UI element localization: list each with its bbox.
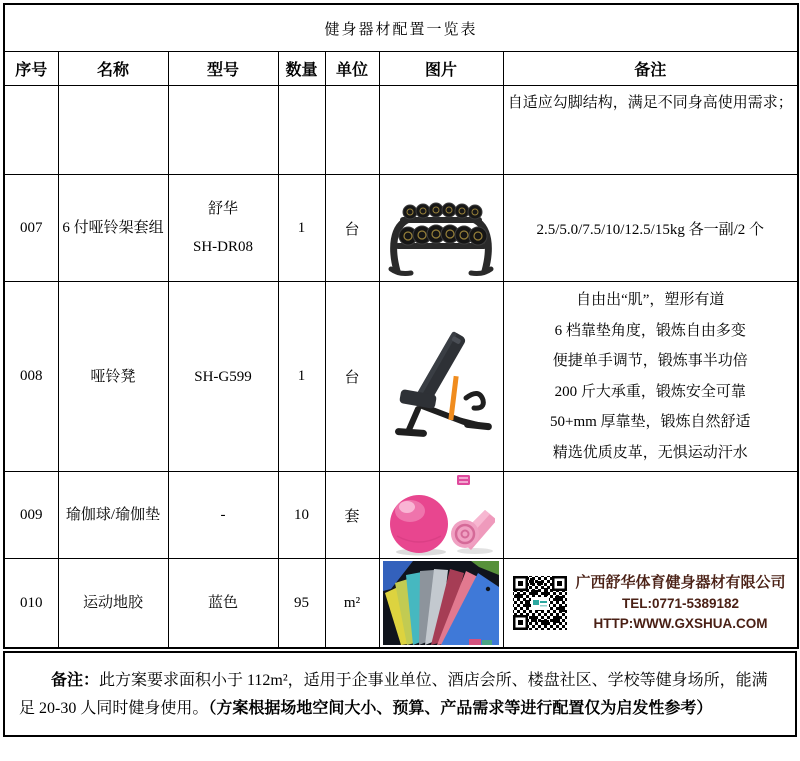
remark-line: 便捷单手调节，锻炼事半功倍 (552, 353, 748, 369)
cell-no: 010 (4, 559, 58, 649)
cell-image (379, 282, 503, 472)
cell-no: 007 (4, 175, 58, 282)
footer-note-label: 备注： (51, 672, 100, 689)
cell-remark (503, 86, 798, 175)
remark-line: 自适应勾脚结构，满足不同身高使用需求； (507, 95, 793, 111)
cell-image-empty (379, 86, 503, 175)
cell-name: 瑜伽球/瑜伽垫 (58, 472, 168, 559)
cell-image (379, 175, 503, 282)
header-row (4, 52, 798, 86)
cell-name: 6 付哑铃架套组 (58, 175, 168, 282)
col-header-image: 图片 (379, 52, 503, 86)
qr-code (511, 574, 569, 632)
cell-no (4, 86, 58, 175)
col-header-name: 名称 (58, 52, 168, 86)
remark-line: 精选优质皮革，无惧运动汗水 (552, 444, 748, 461)
cell-image (379, 472, 503, 559)
cell-name: 运动地胶 (58, 559, 168, 649)
cell-unit: 套 (325, 472, 379, 559)
sports-flooring-image (383, 561, 499, 645)
col-header-no: 序号 (4, 52, 58, 86)
cell-name (58, 86, 168, 175)
cell-qty (278, 86, 325, 175)
cell-unit: 台 (325, 175, 379, 282)
cell-qty: 1 (278, 175, 325, 282)
cell-remark (503, 282, 798, 472)
cell-no: 009 (4, 472, 58, 559)
cell-remark: 2.5/5.0/7.5/10/12.5/15kg 各一副/2 个 (503, 175, 798, 282)
table-row-008 (4, 282, 798, 472)
table-row-partial (4, 86, 798, 175)
company-phone: TEL:0771-5389182 (621, 596, 740, 611)
cell-model: 蓝色 (168, 559, 278, 649)
equipment-table (3, 3, 799, 649)
table-row-010 (4, 559, 798, 649)
remark-line: 6 档靠垫角度，锻炼自由多变 (554, 322, 746, 339)
yoga-ball-and-mat-image (387, 474, 495, 556)
cell-unit: 台 (325, 282, 379, 472)
col-header-unit: 单位 (325, 52, 379, 86)
remark-line: 自由出“肌”，塑形有道 (576, 292, 725, 308)
col-header-qty: 数量 (278, 52, 325, 86)
cell-no: 008 (4, 282, 58, 472)
cell-name: 哑铃凳 (58, 282, 168, 472)
cell-image (379, 559, 503, 649)
table-row-007 (4, 175, 798, 282)
dumbbell-rack-image (383, 179, 499, 277)
footer-note-text: 备注：此方案要求面积小于 112m²，适用于企事业单位、酒店会所、楼盘社区、学校等健身场所，能满足 20-30 人同时健身使用。（方案根据场地空间大小、预算、产品需求等进行配置仅为启发性参考） (19, 672, 768, 717)
remark-line: 200 斤大承重，锻炼安全可靠 (554, 383, 746, 400)
cell-remark (503, 472, 798, 559)
cell-qty: 95 (278, 559, 325, 649)
cell-model (168, 86, 278, 175)
company-block (504, 572, 798, 634)
footer-note-box (3, 651, 797, 737)
cell-unit (325, 86, 379, 175)
page-title: 健身器材配置一览表 (4, 4, 798, 52)
company-website: HTTP:WWW.GXSHUA.COM (593, 616, 768, 631)
cell-remark (503, 559, 798, 649)
company-name: 广西舒华体育健身器材有限公司 (575, 574, 786, 591)
cell-unit: m² (325, 559, 379, 649)
col-header-remark: 备注 (503, 52, 798, 86)
cell-model: 舒华 SH-DR08 (168, 175, 278, 282)
cell-model: SH-G599 (168, 282, 278, 472)
dumbbell-bench-image (388, 316, 494, 438)
title-row (4, 4, 798, 52)
cell-model: - (168, 472, 278, 559)
company-info (576, 572, 786, 634)
remark-line: 50+mm 厚靠垫，锻炼自然舒适 (549, 414, 751, 430)
cell-qty: 1 (278, 282, 325, 472)
col-header-model: 型号 (168, 52, 278, 86)
table-row-009 (4, 472, 798, 559)
cell-qty: 10 (278, 472, 325, 559)
